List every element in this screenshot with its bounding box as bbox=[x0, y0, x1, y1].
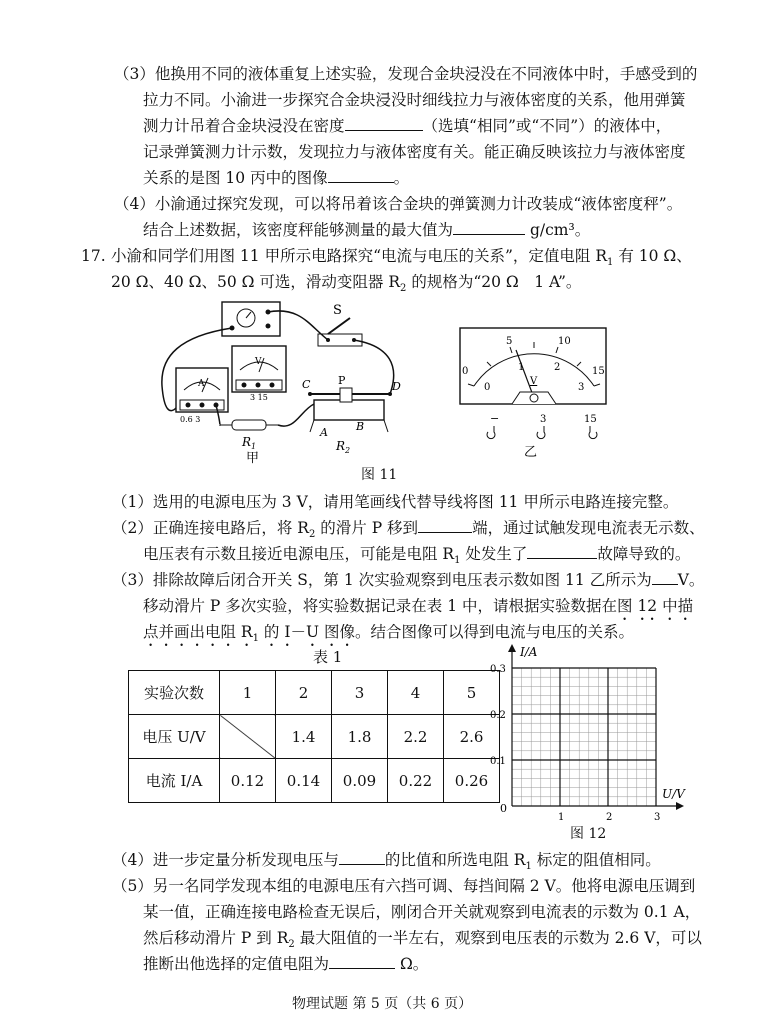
terminal-b: B bbox=[356, 420, 365, 433]
q17-p5-line3: 然后移动滑片 P 到 $R_2$ 最大阻值的一半左右，观察到电压表的示数为 2.6 V，可以 bbox=[143, 929, 702, 951]
table-cell-empty bbox=[220, 715, 276, 759]
q16-p3-line5: 关系的是图 10 丙中的图像 。 bbox=[143, 169, 410, 187]
table-cell: 1.4 bbox=[276, 715, 332, 759]
q16-p3-line2: 拉力不同。小渝进一步探究合金块浸没时细线拉力与液体密度的关系，他用弹簧 bbox=[143, 91, 686, 109]
dial-bottom-mark: 1 bbox=[518, 362, 525, 373]
q17-p1: （1）选用的电源电压为 3 V，请用笔画线代替导线将图 11 甲所示电路连接完整。 bbox=[112, 493, 679, 511]
answer-blank[interactable] bbox=[328, 168, 394, 183]
wire bbox=[354, 340, 394, 394]
dial-top-mark: 10 bbox=[558, 336, 571, 347]
table-1 bbox=[128, 670, 500, 803]
q16-p4-line2: 结合上述数据，该密度秤能够测量的最大值为 g/cm³。 bbox=[143, 221, 591, 239]
answer-blank[interactable] bbox=[339, 850, 385, 865]
table-cell: 2 bbox=[276, 671, 332, 715]
r1-label: $R_1$ bbox=[242, 435, 257, 451]
dial-bottom-mark: 3 bbox=[578, 382, 585, 393]
y-axis-label: I/A bbox=[520, 645, 538, 659]
dial-top-start: 0 bbox=[462, 366, 469, 377]
terminal-15: 15 bbox=[584, 414, 597, 425]
q17-p2-line2: 电压表有示数且接近电源电压，可能是电阻 $R_1$ 处发生了 故障导致的。 bbox=[143, 545, 691, 567]
table-cell: 0.26 bbox=[444, 759, 500, 803]
table-cell: 0.12 bbox=[220, 759, 276, 803]
table-1-title: 表 1 bbox=[313, 648, 343, 666]
terminal-post bbox=[589, 426, 597, 439]
terminal-negative: − bbox=[490, 412, 500, 425]
figure-11-yi-label: 乙 bbox=[524, 445, 538, 460]
r2-label: $R_2$ bbox=[336, 439, 351, 455]
dial-bottom-mark: 0 bbox=[484, 382, 491, 393]
y-tick-label: 0.1 bbox=[490, 756, 506, 767]
table-cell: 4 bbox=[388, 671, 444, 715]
table-cell: 0.14 bbox=[276, 759, 332, 803]
q17-p3-line2: 移动滑片 P 多次实验，将实验数据记录在表 1 中，请根据实验数据在图 12 中描 bbox=[143, 597, 694, 615]
switch-label: S bbox=[333, 303, 342, 318]
x-tick-label: 2 bbox=[606, 812, 613, 822]
voltmeter bbox=[232, 346, 286, 392]
terminal-post bbox=[537, 426, 545, 439]
answer-blank[interactable] bbox=[418, 518, 472, 533]
terminal-a: A bbox=[320, 426, 328, 439]
x-axis-label: U/V bbox=[662, 787, 685, 801]
slider-p: P bbox=[338, 374, 346, 387]
dial-unit: V bbox=[530, 376, 538, 387]
q17-p5-line4: 推断出他选择的定值电阻为 Ω。 bbox=[143, 955, 429, 973]
ammeter-symbol: A bbox=[198, 379, 205, 389]
dial-top-end: 15 bbox=[592, 366, 605, 377]
q16-p3-line3: 测力计吊着合金块浸没在密度 （选填“相同”或“不同”）的液体中， bbox=[143, 117, 672, 135]
figure-11-voltmeter-dial bbox=[458, 326, 610, 460]
q17-intro-line1: 小渝和同学们用图 11 甲所示电路探究“电流与电压的关系”，定值电阻 $R_1$ 有 10 Ω、 bbox=[111, 247, 692, 269]
table-cell: 电压 U/V bbox=[129, 715, 220, 759]
terminal-d: D bbox=[392, 380, 401, 393]
q17-p4: （4）进一步定量分析发现电压与 的比值和所选电阻 $R_1$ 标定的阻值相同。 bbox=[112, 851, 661, 873]
answer-blank[interactable] bbox=[329, 954, 395, 969]
table-cell: 1 bbox=[220, 671, 276, 715]
table-cell: 2.6 bbox=[444, 715, 500, 759]
table-row bbox=[129, 715, 500, 759]
table-cell: 0.22 bbox=[388, 759, 444, 803]
answer-blank[interactable] bbox=[345, 116, 423, 131]
table-cell: 1.8 bbox=[332, 715, 388, 759]
y-axis-arrow bbox=[508, 644, 516, 652]
answer-blank[interactable] bbox=[652, 570, 678, 585]
zero-adjust-knob bbox=[530, 394, 538, 402]
q17-number: 17. bbox=[81, 247, 106, 265]
origin-label: 0 bbox=[500, 802, 507, 815]
table-cell: 电流 I/A bbox=[129, 759, 220, 803]
wire bbox=[278, 404, 314, 426]
y-tick-label: 0.2 bbox=[490, 710, 506, 721]
table-cell: 3 bbox=[332, 671, 388, 715]
q17-p5-line2: 某一值，正确连接电路检查无误后，刚闭合开关就观察到电流表的示数为 0.1 A， bbox=[143, 903, 701, 921]
resistor-r1 bbox=[220, 420, 278, 430]
table-cell: 2.2 bbox=[388, 715, 444, 759]
q17-intro-line2: 20 Ω、40 Ω、50 Ω 可选，滑动变阻器 $R_2$ 的规格为“20 Ω 1 A”。 bbox=[111, 273, 582, 295]
q17-p5-line1: （5）另一名同学发现本组的电源电压有六挡可调、每挡间隔 2 V。他将电源电压调到 bbox=[112, 877, 696, 895]
answer-blank[interactable] bbox=[453, 220, 525, 235]
q17-p2-line1: （2）正确连接电路后，将 $R_2$ 的滑片 P 移到 端，通过试触发现电流表无示数、 bbox=[112, 519, 705, 541]
terminal-c: C bbox=[302, 378, 311, 391]
q16-p4-line1: （4）小渝通过探究发现，可以将吊着该合金块的弹簧测力计改装成“液体密度秤”。 bbox=[114, 195, 683, 213]
table-row bbox=[129, 759, 500, 803]
terminal-post bbox=[487, 426, 495, 439]
x-tick-label: 3 bbox=[654, 812, 661, 822]
q16-p3-line1: （3）他换用不同的液体重复上述实验，发现合金块浸没在不同液体中时，手感受到的 bbox=[114, 65, 698, 83]
q17-p3-line1: （3）排除故障后闭合开关 S，第 1 次实验观察到电压表示数如图 11 乙所示为 V。 bbox=[112, 571, 705, 589]
power-supply bbox=[222, 302, 280, 336]
ammeter bbox=[176, 368, 228, 412]
y-tick-label: 0.3 bbox=[490, 664, 506, 675]
q16-p3-line4: 记录弹簧测力计示数，发现拉力与液体密度有关。能正确反映该拉力与液体密度 bbox=[143, 143, 686, 161]
answer-blank[interactable] bbox=[527, 544, 597, 559]
ammeter-terminal-labels: 0.6 3 bbox=[180, 415, 201, 424]
dial-bottom-mark: 2 bbox=[554, 362, 561, 373]
table-cell: 实验次数 bbox=[129, 671, 220, 715]
figure-12-grid bbox=[486, 642, 686, 822]
page-footer: 物理试题 第 5 页（共 6 页） bbox=[292, 996, 473, 1012]
q17-p3-line3: 点并画出电阻 $R_1$ 的 I－U 图像。结合图像可以得到电流与电压的关系。 bbox=[143, 623, 634, 645]
dial-top-mark: 5 bbox=[506, 336, 513, 347]
figure-11-caption: 图 11 bbox=[361, 467, 398, 483]
figure-12-caption: 图 12 bbox=[570, 826, 607, 842]
table-row bbox=[129, 671, 500, 715]
x-axis-arrow bbox=[676, 802, 684, 810]
voltmeter-symbol: V bbox=[255, 357, 262, 367]
switch-s bbox=[318, 318, 362, 346]
voltmeter-terminal-labels: 3 15 bbox=[250, 393, 268, 402]
table-cell: 5 bbox=[444, 671, 500, 715]
table-cell: 0.09 bbox=[332, 759, 388, 803]
figure-11-circuit bbox=[150, 296, 430, 466]
terminal-3: 3 bbox=[540, 414, 547, 425]
x-tick-label: 1 bbox=[558, 812, 565, 822]
figure-11-jia-label: 甲 bbox=[246, 451, 260, 466]
